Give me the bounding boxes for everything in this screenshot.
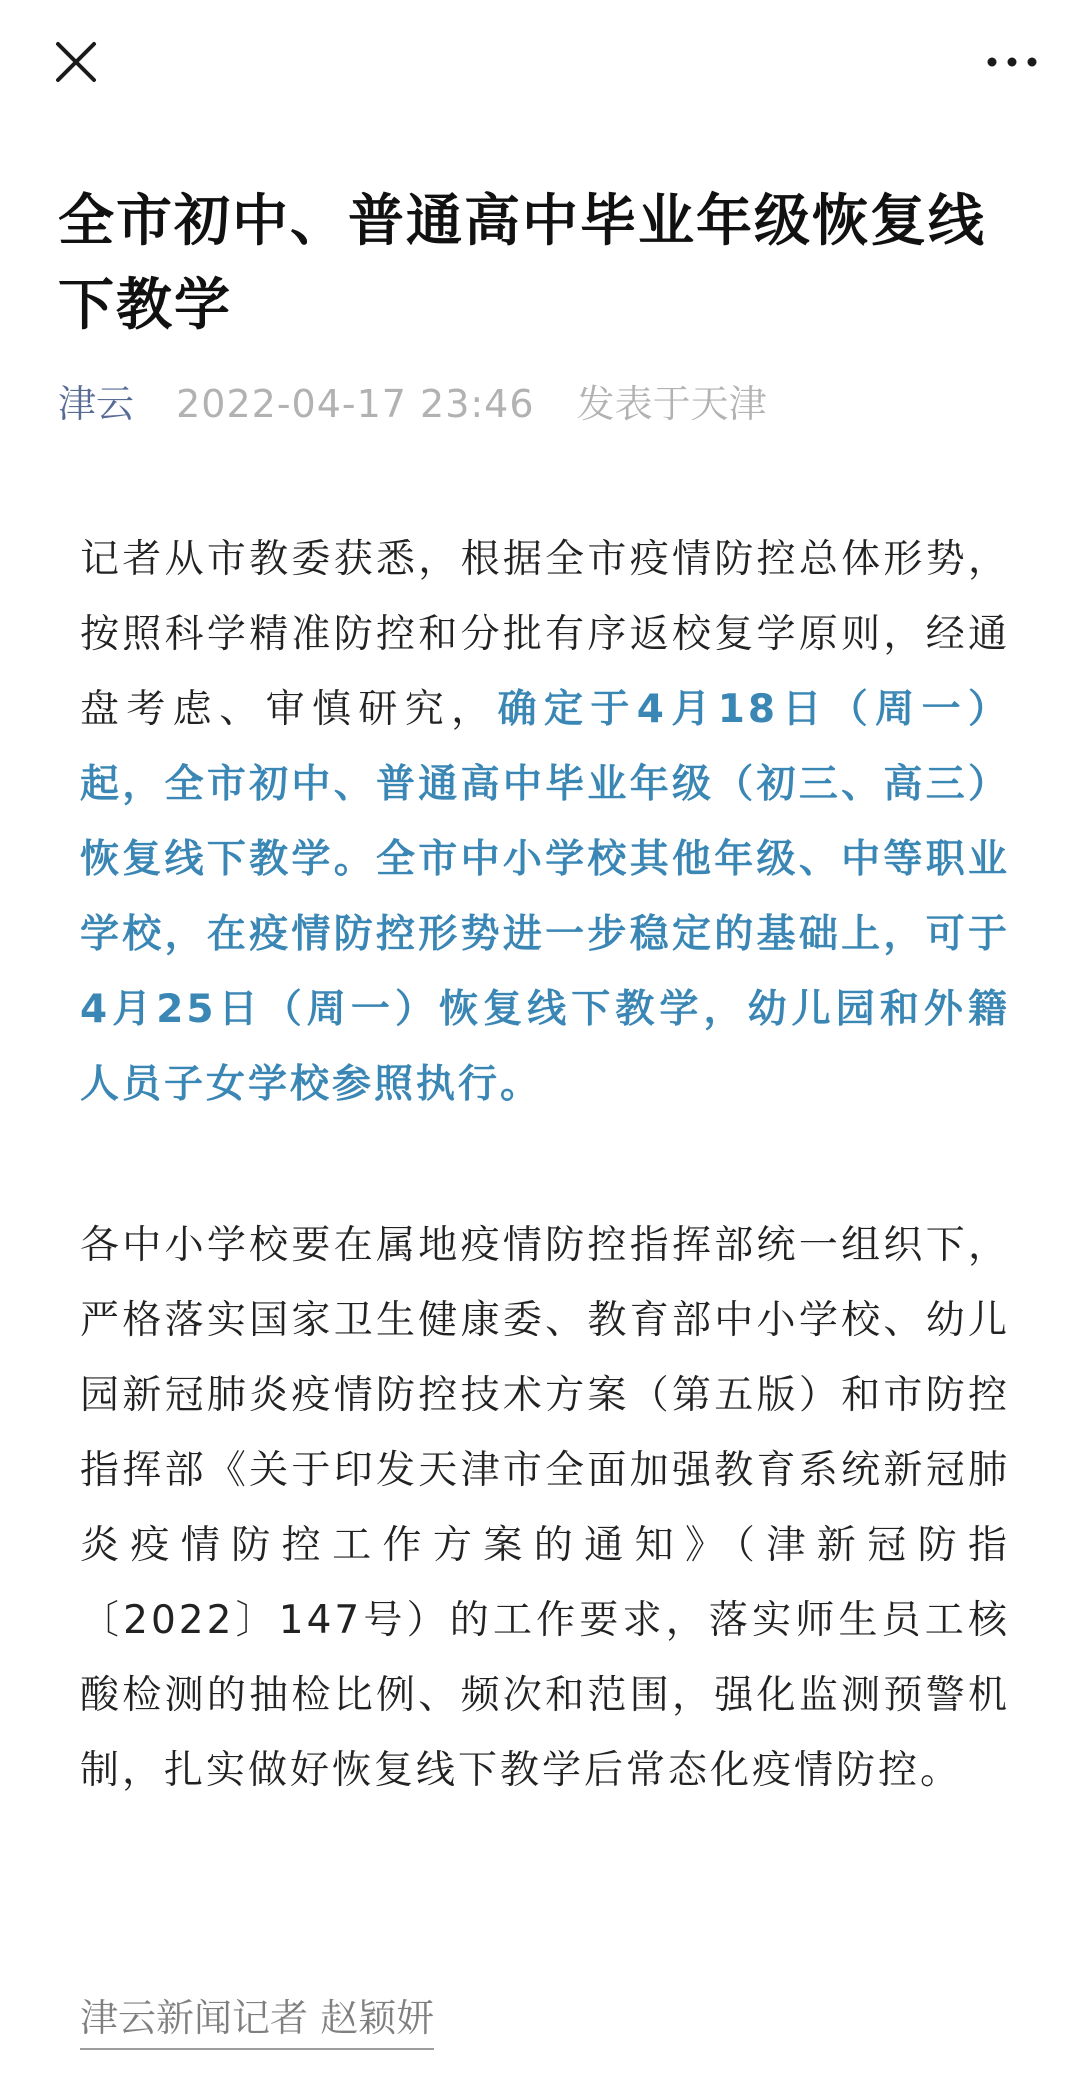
article-paragraph-1 — [80, 522, 1010, 1122]
paragraph-text: 各中小学校要在属地疫情防控指挥部统一组织下，严格落实国家卫生健康委、教育部中小学校、幼儿园新冠肺炎疫情防控技术方案（第五版）和市防控指挥部《关于印发天津市全面加强教育系统新冠肺炎疫情防控工作方案的通知》（津新冠防指〔2022〕147号）的工作要求，落实师生员工核酸检测的抽检比例、频次和范围，强化监测预警机制，扎实做好恢复线下教学后常态化疫情防控。 — [80, 1223, 1010, 1793]
publish-location: 发表于天津 — [576, 382, 767, 426]
more-options-button[interactable] — [984, 38, 1040, 86]
close-button[interactable] — [52, 38, 100, 86]
publish-date: 2022-04-17 23:46 — [176, 382, 535, 426]
more-icon — [984, 38, 1040, 86]
article-paragraph-2 — [80, 1208, 1010, 1808]
reporter-byline[interactable]: 津云新闻记者 赵颖妍 — [80, 1990, 434, 2050]
article-title: 全市初中、普通高中毕业年级恢复线下教学 — [58, 189, 986, 338]
top-bar — [0, 0, 1080, 120]
highlighted-text: 确定于4月18日（周一）起，全市初中、普通高中毕业年级（初三、高三）恢复线下教学。全市中小学校其他年级、中等职业学校，在疫情防控形势进一步稳定的基础上，可于4月25日（周一）恢复线下教学，幼儿园和外籍人员子女学校参照执行。 — [80, 687, 1010, 1107]
source-link[interactable]: 津云 — [58, 382, 135, 426]
paragraph-text: 记者从市教委获悉，根据全市疫情防控总体形势，按照科学精准防控和分批有序返校复学原则，经通盘考虑、审慎研究， — [80, 537, 1010, 732]
article-meta — [58, 376, 767, 432]
close-icon — [52, 38, 100, 86]
